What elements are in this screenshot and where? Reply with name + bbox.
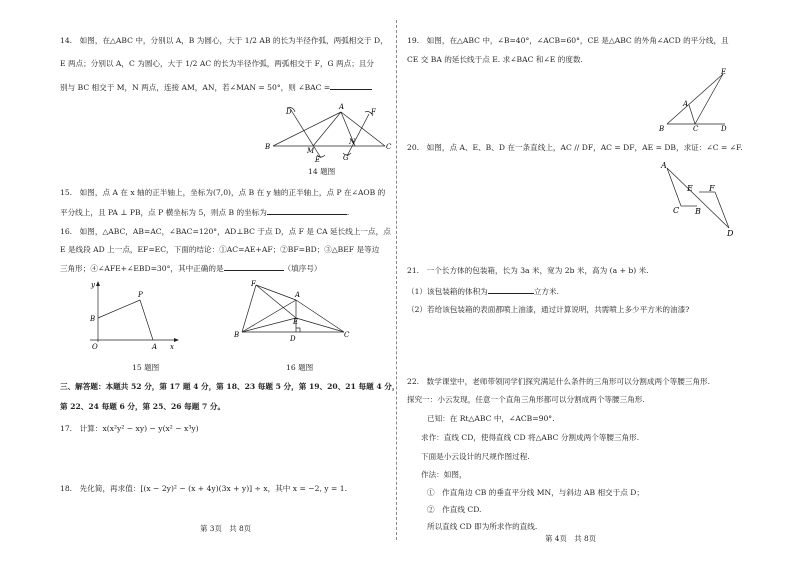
q21-line1: 21. 一个长方体的包装箱，长为 3a 米，宽为 2b 米，高为 (a + b) 米. — [407, 266, 649, 275]
q15-caption: 15 题图 — [132, 363, 160, 372]
q14-answer-blank[interactable] — [330, 81, 372, 90]
q21-sub1-end: 立方米. — [533, 287, 559, 296]
q16-figure — [232, 278, 352, 350]
q14-caption: 14 题图 — [308, 167, 336, 176]
q16-line3-text: 三角形；④∠AFE+∠EBD=30°，其中正确的是 — [60, 264, 224, 273]
q14-line3-text: 别与 BC 相交于 M，N 两点，连接 AM，AN，若∠MAN = 50°，则 ∠BAC = — [60, 83, 331, 92]
q19-line1: 19. 如图，在△ABC 中，∠B=40°，∠ACB=60°，CE 是△ABC 的外角∠ACD 的平分线，且 — [407, 36, 729, 45]
q22-line4: 求作：直线 CD，使得直线 CD 将△ABC 分割成两个等腰三角形. — [421, 433, 640, 442]
q14-label-A: A — [339, 103, 345, 111]
q22-line9: 所以直线 CD 即为所求作的直线. — [427, 522, 538, 531]
q16-caption: 16 题图 — [286, 363, 314, 372]
q16-label-C: C — [344, 331, 350, 339]
q16-label-B: B — [234, 331, 240, 339]
q20-figure — [655, 156, 739, 240]
right-page-footer: 第 4页 共 8页 — [545, 534, 597, 543]
q15-figure — [80, 278, 180, 350]
q14-label-M: M — [307, 147, 315, 155]
q14-label-E: E — [315, 156, 321, 162]
q20-line1: 20. 如图，点 A、E、B、D 在一条直线上，AC // DF，AC = DF，AE = DB，求证：∠C = ∠F. — [407, 143, 743, 152]
q19-label-D: D — [721, 125, 727, 133]
q21-sub1 — [407, 285, 559, 297]
q18-text: 18. 先化简，再求值：[(x − 2y)² − (x + 4y)(3x + y)] ÷ x，其中 x = −2, y = 1. — [60, 484, 348, 493]
q16-line3 — [60, 262, 322, 274]
q16-label-F: F — [251, 280, 256, 288]
q22-line5: 下面是小云设计的尺规作图过程. — [421, 452, 530, 461]
q15-answer-blank[interactable] — [267, 206, 347, 215]
q22-line6: 作法：如图， — [421, 470, 467, 479]
q20-label-F: F — [709, 184, 715, 193]
q15-label-P: P — [138, 291, 143, 299]
q15-label-A: A — [152, 343, 158, 350]
section3-line1: 三、解答题：本题共 52 分，第 17 题 4 分，第 18、23 每题 5 分，第 19、20、21 每题 4 分， — [60, 382, 400, 391]
q14-figure — [265, 100, 395, 162]
q14-label-D: D — [286, 108, 292, 116]
q19-label-B: B — [659, 125, 665, 133]
q22-line1: 22. 数学课堂中，老师带领同学们探究满足什么条件的三角形可以分割成两个等腰三角形. — [407, 377, 711, 386]
q20-label-D: D — [727, 229, 734, 238]
section3-line2: 第 22、24 每题 6 分，第 25、26 每题 7 分。 — [60, 402, 226, 411]
q14-line3 — [60, 81, 372, 93]
q15-line2: 平分线上，且 PA ⊥ PB，点 P 横坐标为 5，则点 B 的坐标为 . — [60, 208, 350, 217]
q14-line1: 14. 如图，在△ABC 中，分别以 A，B 为圆心，大于 1/2 AB 的长为半径作弧，两弧相交于 D， — [60, 36, 388, 45]
q20-label-A: A — [661, 161, 667, 170]
q19-line2: CE 交 BA 的延长线于点 E. 求∠BAC 和∠E 的度数. — [407, 55, 583, 64]
q19-label-A: A — [683, 100, 689, 108]
q15-line1: 15. 如图，点 A 在 x 轴的正半轴上，坐标为(7,0)，点 B 在 y 轴的正半轴上，点 P 在∠AOB 的 — [60, 188, 386, 197]
q16-label-A: A — [295, 291, 301, 299]
q15-label-O: O — [92, 343, 98, 350]
q16-line1: 16. 如图，△ABC，AB=AC，∠BAC=120°，AD⊥BC 于点 D，点 F 是 CA 延长线上一点，点 — [60, 227, 391, 236]
q22-line2: 探究一：小云发现，任意一个直角三角形都可以分割成两个等腰三角形. — [407, 395, 645, 404]
right-page — [397, 0, 794, 561]
q22-line7: ① 作直角边 CB 的垂直平分线 MN，与斜边 AB 相交于点 D； — [427, 488, 644, 497]
q15-label-x: x — [170, 343, 174, 350]
q16-label-D: D — [290, 335, 296, 343]
q14-label-G: G — [343, 154, 349, 162]
q19-label-E: E — [721, 68, 727, 76]
q17-text: 17. 计算：x(x²y² − xy) − y(x² − x³y) — [60, 424, 199, 433]
q14-label-C: C — [386, 143, 392, 151]
q16-answer-blank[interactable] — [224, 262, 284, 271]
q16-label-E: E — [293, 318, 299, 326]
q19-figure — [659, 68, 739, 134]
q20-label-E: E — [687, 184, 693, 193]
q16-line2: E 是线段 AD 上一点，EF=EC，下面的结论：①AC=AE+AF；②BF=BD；③△BEF 是等边 — [60, 245, 380, 254]
q16-line3-end: （填序号） — [283, 264, 322, 273]
q21-sub1-text: （1）该包装箱的体积为 — [407, 287, 488, 296]
q15-label-y: y — [91, 281, 95, 289]
q14-label-F: F — [371, 108, 376, 116]
q15-label-B: B — [90, 315, 96, 323]
q19-label-C: C — [693, 125, 699, 133]
q20-label-C: C — [673, 206, 680, 215]
q22-line8: ② 作直线 CD. — [427, 505, 482, 514]
q20-label-B: B — [695, 207, 701, 216]
q14-line2: E 两点；分别以 A，C 为圆心，大于 1/2 AC 的长为半径作弧，两弧相交于 F，G 两点；且分 — [60, 59, 374, 68]
q21-sub2: （2）若给该包装箱的表面都喷上油漆，通过计算说明，共需喷上多少平方米的油漆? — [407, 305, 690, 314]
left-page-footer: 第 3页 共 8页 — [200, 524, 252, 533]
q22-line3: 已知：在 Rt△ABC 中，∠ACB=90°. — [427, 414, 555, 423]
q14-label-N: N — [349, 138, 356, 146]
q15-line2-text: 平分线上，且 PA ⊥ PB，点 P 横坐标为 5，则点 B 的坐标为 — [60, 208, 267, 217]
q14-label-B: B — [265, 143, 271, 151]
q21-answer-blank[interactable] — [488, 285, 534, 294]
